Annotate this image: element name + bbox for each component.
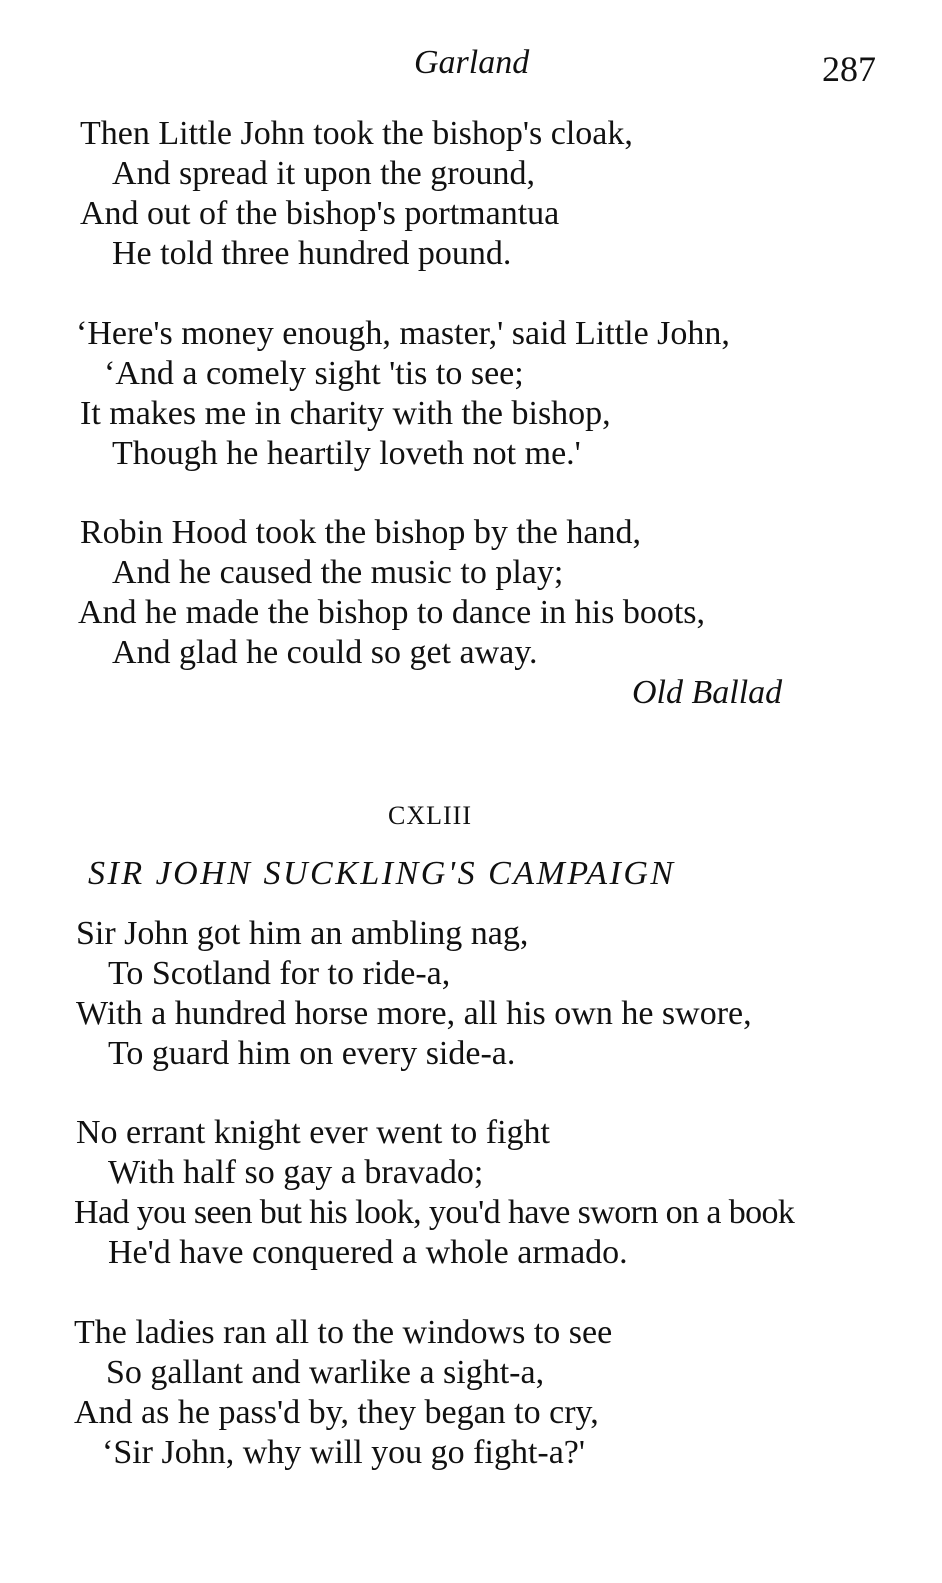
verse-line: ‘And a comely sight 'tis to see; [104,355,524,392]
verse-line: Robin Hood took the bishop by the hand, [80,514,641,551]
verse-line: He told three hundred pound. [112,235,512,272]
verse-line: And out of the bishop's portmantua [80,195,560,232]
verse-line: Sir John got him an ambling nag, [76,915,529,952]
verse-line: Then Little John took the bishop's cloak, [80,115,633,152]
verse-line: And he made the bishop to dance in his boots, [78,594,706,631]
verse-line: With a hundred horse more, all his own he swore, [76,995,752,1032]
verse-line: Though he heartily loveth not me.' [112,435,581,472]
running-title: Garland [414,44,530,81]
verse-line: And glad he could so get away. [112,634,538,671]
verse-line: Had you seen but his look, you'd have sworn on a book [74,1194,795,1231]
verse-line: He'd have conquered a whole armado. [108,1234,628,1271]
verse-line: With half so gay a bravado; [108,1154,484,1191]
poem-numeral: CXLIII [388,801,472,830]
verse-line: So gallant and warlike a sight-a, [106,1354,545,1391]
attribution: Old Ballad [632,674,783,711]
verse-line: It makes me in charity with the bishop, [80,395,611,432]
verse-line: To guard him on every side-a. [108,1035,516,1072]
verse-line: ‘Sir John, why will you go fight-a?' [102,1434,586,1471]
poem-title: SIR JOHN SUCKLING'S CAMPAIGN [88,855,676,892]
verse-line: And as he pass'd by, they began to cry, [74,1394,599,1431]
verse-line: And spread it upon the ground, [112,155,536,192]
verse-line: The ladies ran all to the windows to see [74,1314,613,1351]
verse-line: No errant knight ever went to fight [76,1114,550,1151]
verse-line: ‘Here's money enough, master,' said Little John, [76,315,730,352]
page-number: 287 [822,49,876,89]
verse-line: To Scotland for to ride-a, [108,955,451,992]
verse-line: And he caused the music to play; [112,554,564,591]
